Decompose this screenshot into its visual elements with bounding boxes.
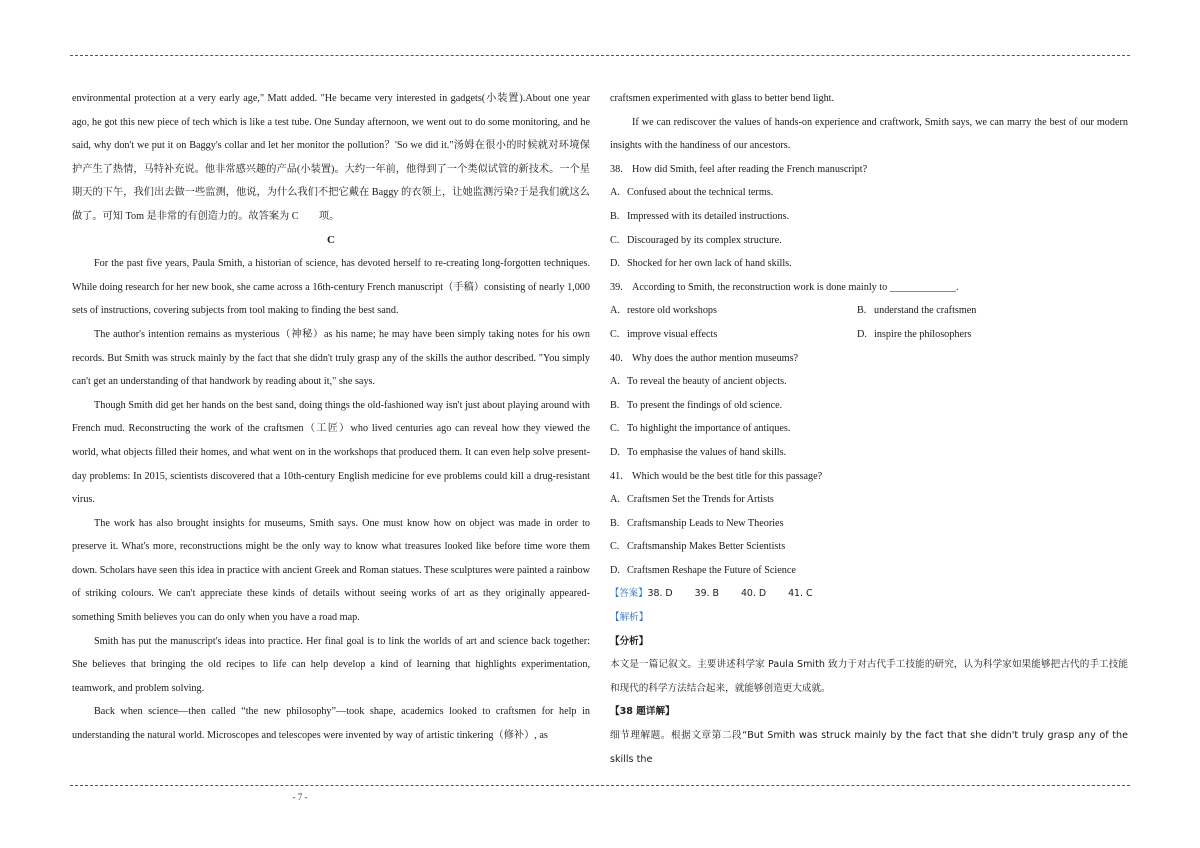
passage-paragraph-7: If we can rediscover the values of hands-on experience and craftwork, Smith says, we can marry the best of our modern insights with the handiness of our ancestors. bbox=[610, 116, 1128, 152]
passage-paragraph-1: For the past five years, Paula Smith, a historian of science, has devoted herself to re-creating long-forgotten techniques. While doing research for her new book, she came across a 16th-century French manuscript（手稿）consisting of nearly 1,000 sets of instructions, covering subjects from tool making to finding the best sand. bbox=[72, 258, 590, 317]
footer-divider bbox=[70, 785, 1130, 786]
question-number: 40. bbox=[610, 352, 623, 364]
option-40-b: B. To present the findings of old science. bbox=[610, 399, 783, 411]
page-number: - 7 - bbox=[292, 792, 308, 802]
question-text: According to Smith, the reconstruction work is done mainly to _____________. bbox=[632, 281, 959, 293]
option-39-a: A. restore old workshops bbox=[610, 305, 717, 317]
analysis-heading: 【分析】 bbox=[610, 635, 649, 647]
question-number: 38. bbox=[610, 163, 623, 175]
option-40-d: D. To emphasise the values of hand skills. bbox=[610, 446, 787, 458]
question-text: How did Smith, feel after reading the French manuscript? bbox=[632, 163, 868, 175]
options-39-row-1 bbox=[610, 299, 1128, 323]
question-40 bbox=[610, 347, 1128, 371]
option-41-a: A. Craftsmen Set the Trends for Artists bbox=[610, 494, 774, 506]
header-divider bbox=[70, 55, 1130, 56]
question-text: Which would be the best title for this passage? bbox=[632, 470, 823, 482]
section-heading-c: C bbox=[327, 233, 335, 246]
question-39 bbox=[610, 276, 1128, 300]
answer-41: 41. C bbox=[788, 588, 813, 600]
question-number: 39. bbox=[610, 281, 623, 293]
passage-paragraph-6: Back when science—then called “the new philosophy”—took shape, academics looked to craftsmen for help in understanding the natural world. Microscopes and telescopes were invented by way of artistic tinkering（修补）, as bbox=[72, 706, 590, 742]
option-41-b: B. Craftsmanship Leads to New Theories bbox=[610, 517, 784, 529]
option-38-b: B. Impressed with its detailed instructions. bbox=[610, 210, 790, 222]
answer-line bbox=[610, 582, 1128, 606]
option-38-c: C. Discouraged by its complex structure. bbox=[610, 234, 782, 246]
option-40-c: C. To highlight the importance of antiques. bbox=[610, 423, 791, 435]
option-41-c: C. Craftsmanship Makes Better Scientists bbox=[610, 541, 786, 553]
question-text: Why does the author mention museums? bbox=[632, 352, 799, 364]
passage-continuation: craftsmen experimented with glass to better bend light. bbox=[610, 93, 835, 104]
passage-paragraph-3: Though Smith did get her hands on the best sand, doing things the old-fashioned way isn't just about playing around with French mud. Reconstructing the work of the craftsmen（工匠）who lived centuries ago can reveal how they viewed the world, what objects filled their homes, and what went on in the workshops that produced them. It can even help solve present-day problems: In 2015, scientists discovered that a 10th-century English medicine for eve problems could kill a drug-resistant virus. bbox=[72, 399, 590, 506]
question-number: 41. bbox=[610, 470, 623, 482]
intro-paragraph: environmental protection at a very early age," Matt added. "He became very interested in gadgets(小装置).About one year ago, he got this new piece of tech which is like a test tube. One Sunday afternoon, we went out to do some monitoring, and he said, why don't we put it on Baggy's collar and let her monitor the pollution？'So we did it."汤姆在很小的时候就对环境保护产生了热情，马特补充说。他非常感兴趣的产品(小装置)。大约一年前，他得到了一个类似试管的新技术。一个星期天的下午，我们出去做一些监测，他说，为什么我们不把它戴在 Baggy 的衣领上，让她监测污染?于是我们就这么做了。可知 Tom 是非常的有创造力的。故答案为 C 项。 bbox=[72, 93, 590, 222]
jiexi-tag: 【解析】 bbox=[610, 612, 649, 624]
detail-heading: 【38 题详解】 bbox=[610, 706, 675, 718]
detail-text: 细节理解题。根据文章第二段“But Smith was struck mainly by the fact that she didn't truly grasp any of the skills the bbox=[610, 730, 1128, 765]
options-39-row-2 bbox=[610, 323, 1128, 347]
passage-paragraph-4: The work has also brought insights for museums, Smith says. One must know how on object was made in order to preserve it. What's more, reconstructions might be the only way to know what treasures looked like before time wore them down. Scholars have seen this idea in practice with ancient Greek and Roman statues. These sculptures were painted a rainbow of striking colours. We can't appreciate these kinds of details without seeing works of art as they originally appeared-something Smith believes you can do only when you have a road map. bbox=[72, 517, 590, 624]
option-40-a: A. To reveal the beauty of ancient objects. bbox=[610, 376, 787, 388]
option-39-d: D. inspire the philosophers bbox=[857, 328, 972, 340]
option-39-c: C. improve visual effects bbox=[610, 328, 718, 340]
analysis-text: 本文是一篇记叙文。主要讲述科学家 Paula Smith 致力于对古代手工技能的研究，认为科学家如果能够把古代的手工技能和现代的科学方法结合起来，就能够创造更大成就。 bbox=[610, 659, 1128, 694]
answer-38: 38. D bbox=[647, 588, 673, 600]
option-41-d: D. Craftsmen Reshape the Future of Science bbox=[610, 564, 796, 576]
answer-40: 40. D bbox=[740, 588, 767, 600]
option-39-b: B. understand the craftsmen bbox=[857, 305, 977, 317]
question-41 bbox=[610, 465, 1128, 489]
passage-paragraph-5: Smith has put the manuscript's ideas into practice. Her final goal is to link the worlds of art and science back together: She believes that bringing the old recipes to life can help develop a kind of learning that highlights experimentation, teamwork, and problem solving. bbox=[72, 635, 590, 694]
option-38-d: D. Shocked for her own lack of hand skills. bbox=[610, 258, 792, 270]
option-38-a: A. Confused about the technical terms. bbox=[610, 187, 774, 199]
right-column bbox=[610, 87, 1128, 771]
answer-tag: 【答案】 bbox=[610, 588, 648, 600]
question-38 bbox=[610, 158, 1128, 182]
answer-39: 39. B bbox=[694, 588, 719, 600]
left-column bbox=[72, 87, 590, 748]
passage-paragraph-2: The author's intention remains as mysterious（神秘）as his name; he may have been simply taking notes for his own records. But Smith was struck mainly by the fact that she didn't truly grasp any of the skills the author described. "You simply can't get an understanding of that handwork by reading about it," she says. bbox=[72, 328, 590, 388]
